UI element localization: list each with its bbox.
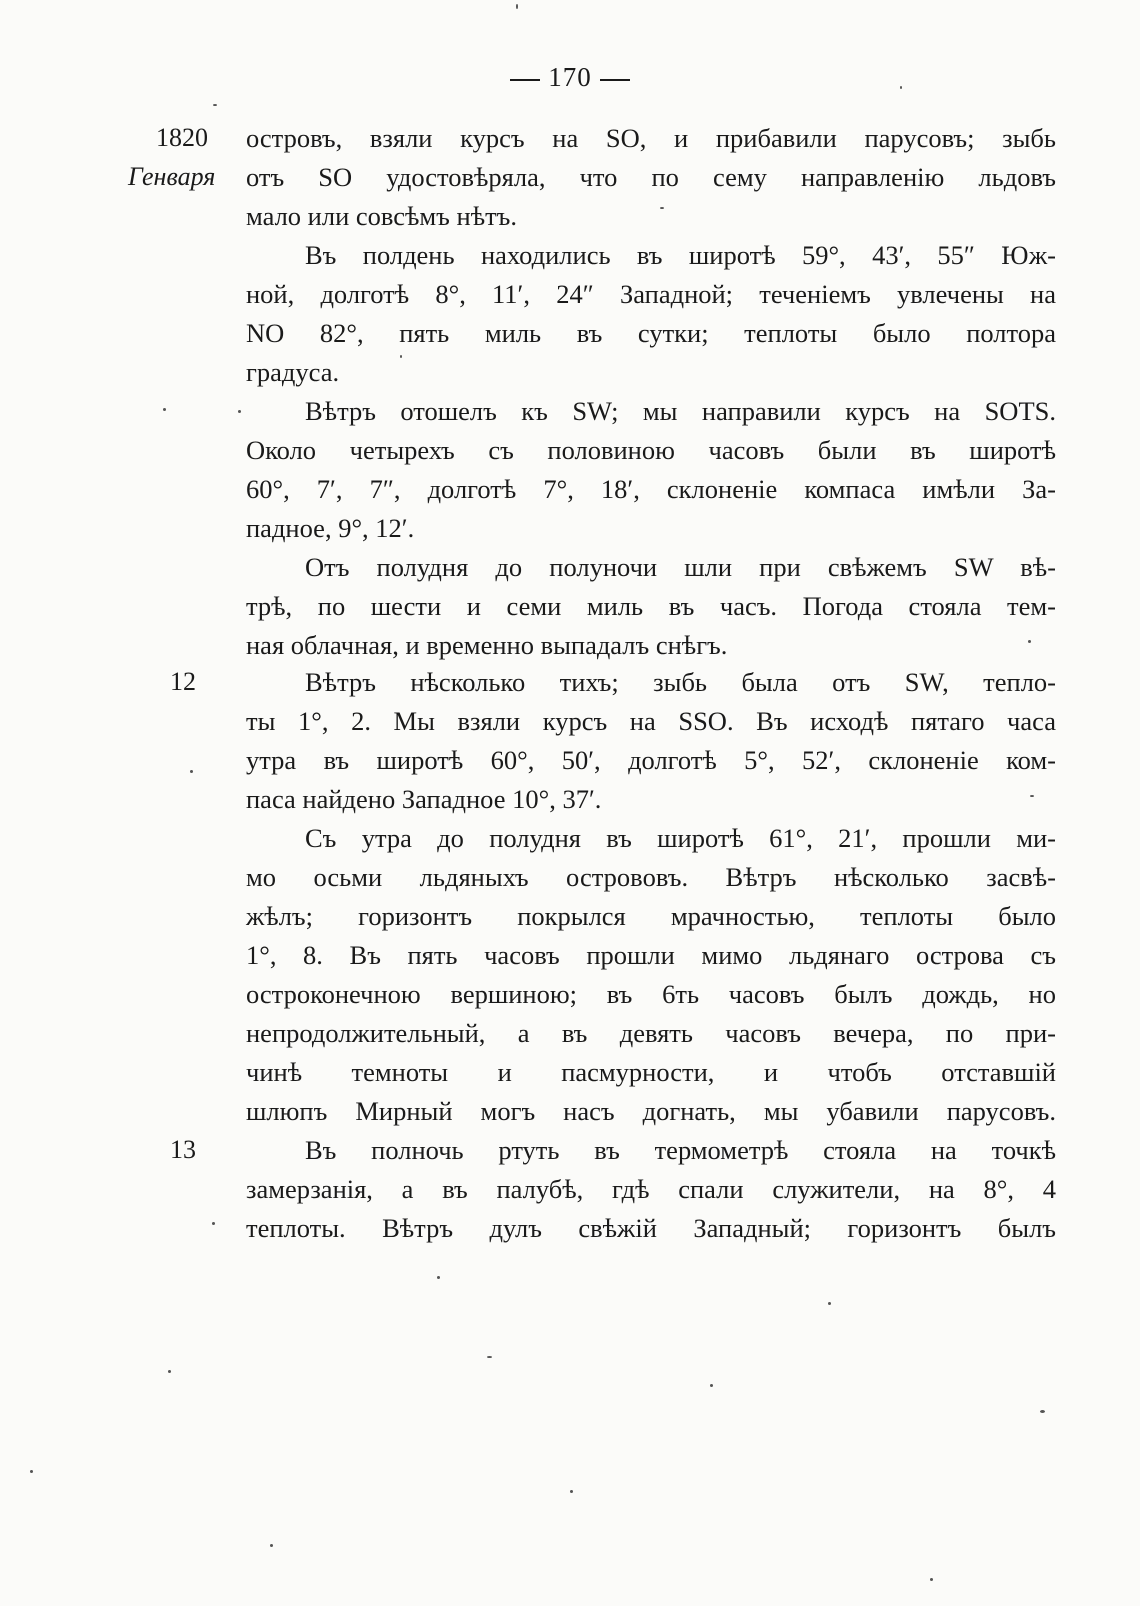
text-line: 1°, 8. Въ пять часовъ прошли мимо льдянаго острова съ — [246, 940, 1056, 970]
scan-speck — [828, 1302, 831, 1305]
scan-speck — [570, 1490, 573, 1493]
scan-speck — [168, 1370, 171, 1373]
text-line: островъ, взяли курсъ на SO, и прибавили парусовъ; зыбь — [246, 123, 1056, 153]
text-line: остроконечною вершиною; въ 6ть часовъ былъ дождь, но — [246, 979, 1056, 1009]
scan-speck — [238, 410, 241, 413]
text-line: чинѣ темноты и пасмурности, и чтобъ отставшій — [246, 1057, 1056, 1087]
scan-speck — [1040, 1410, 1045, 1413]
scan-speck — [190, 770, 193, 773]
page-number-dash-right — [600, 79, 630, 81]
scan-speck — [163, 408, 166, 411]
text-line: Вѣтръ отошелъ къ SW; мы направили курсъ на SOTS. — [305, 396, 1056, 426]
scan-speck — [660, 207, 664, 209]
scan-speck — [437, 1276, 440, 1279]
scan-speck — [516, 4, 518, 9]
scan-speck — [30, 1470, 33, 1473]
text-line: теплоты. Вѣтръ дулъ свѣжій Западный; горизонтъ былъ — [246, 1213, 1056, 1243]
text-line: градуса. — [246, 357, 340, 387]
scan-speck — [487, 1356, 492, 1358]
text-line: Въ полночь ртуть въ термометрѣ стояла на точкѣ — [305, 1135, 1056, 1165]
scan-speck — [1028, 640, 1031, 643]
text-line: ная облачная, и временно выпадалъ снѣгъ. — [246, 630, 728, 660]
scan-speck — [212, 1222, 215, 1225]
text-line: Съ утра до полудня въ широтѣ 61°, 21′, прошли ми- — [305, 823, 1056, 853]
text-line: падное, 9°, 12′. — [246, 513, 415, 543]
scan-speck — [270, 1544, 273, 1547]
page-number — [0, 62, 1140, 93]
text-line: ты 1°, 2. Мы взяли курсъ на SSO. Въ исходѣ пятаго часа — [246, 706, 1056, 736]
text-line: Вѣтръ нѣсколько тихъ; зыбь была отъ SW, тепло- — [305, 667, 1056, 697]
text-line: трѣ, по шести и семи миль въ часъ. Погода стояла тем- — [246, 591, 1056, 621]
text-line: утра въ широтѣ 60°, 50′, долготѣ 5°, 52′, склоненіе ком- — [246, 745, 1056, 775]
text-line: шлюпъ Мирный могъ насъ догнать, мы убавили парусовъ. — [246, 1096, 1056, 1126]
margin-month: Генваря — [128, 162, 216, 191]
scan-speck — [710, 1384, 713, 1387]
text-line: NO 82°, пять миль въ сутки; теплоты было полтора — [246, 318, 1056, 348]
scan-speck — [213, 104, 217, 106]
text-line: паса найдено Западное 10°, 37′. — [246, 784, 602, 814]
text-line: жѣлъ; горизонтъ покрылся мрачностью, теплоты было — [246, 901, 1056, 931]
margin-day-12: 12 — [170, 667, 196, 696]
text-line: Отъ полудня до полуночи шли при свѣжемъ SW вѣ- — [305, 552, 1056, 582]
text-line: Около четырехъ съ половиною часовъ были въ широтѣ — [246, 435, 1056, 465]
text-line: 60°, 7′, 7″, долготѣ 7°, 18′, склоненіе компаса имѣли За- — [246, 474, 1056, 504]
text-line: Въ полдень находились въ широтѣ 59°, 43′, 55″ Юж- — [305, 240, 1056, 270]
text-line: мо осьми льдяныхъ островoвъ. Вѣтръ нѣсколько засвѣ- — [246, 862, 1056, 892]
scan-speck — [900, 86, 902, 89]
page-number-dash-left — [510, 79, 540, 81]
text-line: мало или совсѣмъ нѣтъ. — [246, 201, 517, 231]
margin-year: 1820 — [156, 123, 208, 152]
scan-speck — [400, 355, 402, 358]
page-number-text: 170 — [548, 62, 592, 92]
text-line: отъ SO удостовѣряла, что по сему направленію льдовъ — [246, 162, 1056, 192]
scan-speck — [930, 1578, 933, 1581]
text-line: ной, долготѣ 8°, 11′, 24″ Западной; теченіемъ увлечены на — [246, 279, 1056, 309]
text-line: непродолжительный, а въ девять часовъ вечера, по при- — [246, 1018, 1056, 1048]
text-line: замерзанія, а въ палубѣ, гдѣ спали служители, на 8°, 4 — [246, 1174, 1056, 1204]
margin-day-13: 13 — [170, 1135, 196, 1164]
scan-speck — [1030, 795, 1034, 797]
